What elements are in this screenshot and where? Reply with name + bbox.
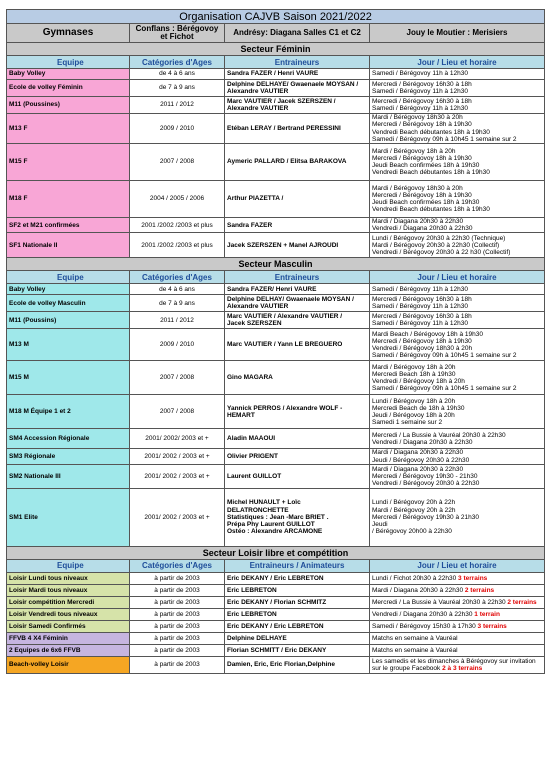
schedule-line: Mercredi / Bérégovoy 16h30 à 18h <box>372 97 472 105</box>
team-name: Loisir compétition Mercredi <box>7 596 130 608</box>
age-category: 2001/ 2002/ 2003 et + <box>130 429 225 449</box>
trainers: Eric DEKANY / Eric LEBRETON <box>225 572 370 584</box>
trainers <box>225 114 370 144</box>
trainers <box>225 361 370 395</box>
age-category: 2001/ 2002 / 2003 et + <box>130 488 225 546</box>
trainer-line: Yannick PERROS / Alexandre WOLF - <box>227 404 343 412</box>
schedule-line: Vendredi Beach débutantes 18h à 19h30 <box>372 128 490 136</box>
schedule <box>370 608 545 620</box>
schedule-line: Samedi / Bérégovoy 11h à 12h30 <box>372 285 469 293</box>
table-row <box>7 284 545 295</box>
team-name: Loisir Samedi Confirmés <box>7 620 130 632</box>
team-name: Loisir Lundi tous niveaux <box>7 572 130 584</box>
trainers <box>225 464 370 488</box>
age-category: 2011 / 2012 <box>130 312 225 329</box>
team-name: M11 (Poussines) <box>7 97 130 114</box>
team-name: SM3 Régionale <box>7 449 130 464</box>
trainers <box>225 80 370 97</box>
trainer-line: Alexandre VAUTIER <box>227 105 289 112</box>
trainers <box>225 312 370 329</box>
team-name: SM1 Elite <box>7 488 130 546</box>
header-categories: Catégories d'Ages <box>130 271 225 284</box>
schedule-line: Vendredi / Bérégovoy 20h30 à 22h30 <box>372 479 480 487</box>
table-row <box>7 312 545 329</box>
schedule-line: Mardi / Diagana 20h30 à 22h30 <box>372 449 464 457</box>
team-name: M18 M Équipe 1 et 2 <box>7 395 130 429</box>
schedule-document <box>6 9 544 674</box>
table-row <box>7 449 545 464</box>
table-row <box>7 632 545 644</box>
court-count: 2 terrains <box>507 598 537 606</box>
trainer-line: DELATRONCHETTE <box>227 506 289 514</box>
age-category: 2001/ 2002 / 2003 et + <box>130 464 225 488</box>
table-row <box>7 361 545 395</box>
section-row <box>7 258 545 271</box>
table-row <box>7 656 545 673</box>
section-title: Secteur Loisir libre et compétition <box>7 546 545 559</box>
trainer-line: Michel HUNAULT + Loïc <box>227 499 301 507</box>
header-categories: Catégories d'Ages <box>130 56 225 69</box>
header-entraineurs: Entraineurs <box>225 271 370 284</box>
trainers <box>225 233 370 258</box>
table-row <box>7 80 545 97</box>
trainer-line: Marc VAUTIER / Yann LE BREGUERO <box>227 341 343 349</box>
trainers <box>225 97 370 114</box>
trainer-line: Arthur PIAZETTA / <box>227 195 284 203</box>
table-row <box>7 329 545 361</box>
schedule-table <box>6 9 545 674</box>
age-category: à partir de 2003 <box>130 620 225 632</box>
age-category: 2007 / 2008 <box>130 395 225 429</box>
schedule <box>370 644 545 656</box>
schedule <box>370 312 545 329</box>
schedule <box>370 449 545 464</box>
header-equipe: Equipe <box>7 56 130 69</box>
team-name: Loisir Mardi tous niveaux <box>7 584 130 596</box>
table-row <box>7 295 545 312</box>
trainers: Eric LEBRETON <box>225 584 370 596</box>
schedule <box>370 488 545 546</box>
team-name: 2 Equipes de 6x6 FFVB <box>7 644 130 656</box>
header-jour: Jour / Lieu et horaire <box>370 271 545 284</box>
header-entraineurs: Entraineurs <box>225 56 370 69</box>
schedule-line: Vendredi / Bérégovoy 18h30 à 20h <box>372 344 473 352</box>
schedule-line: Samedi / Bérégovoy 11h à 12h30 <box>372 105 469 112</box>
trainer-line: HEMART <box>227 411 255 419</box>
table-row <box>7 608 545 620</box>
schedule-line: Mercredi / Bérégovoy 16h30 à 18h <box>372 296 472 304</box>
schedule-line: Lundi / Bérégovoy 20h30 à 22h30 (Technique) <box>372 234 506 242</box>
schedule <box>370 114 545 144</box>
gym-jouy: Jouy le Moutier : Merisiers <box>370 24 545 43</box>
trainer-line: Marc VAUTIER / Jacek SZERSZEN / <box>227 97 336 105</box>
schedule-line: Vendredi / Diagana 20h30 à 22h30 <box>372 438 473 446</box>
age-category: 2007 / 2008 <box>130 144 225 181</box>
schedule-text: Matchs en semaine à Vauréal <box>372 646 458 654</box>
schedule-text: Matchs en semaine à Vauréal <box>372 634 458 642</box>
age-category: 2001 /2002 /2003 et plus <box>130 233 225 258</box>
age-category: 2007 / 2008 <box>130 361 225 395</box>
age-category: 2009 / 2010 <box>130 329 225 361</box>
schedule-line: Mercredi / Bérégovoy 16h30 à 18h <box>372 80 472 88</box>
table-row <box>7 620 545 632</box>
header-entraineurs: Entraineurs / Animateurs <box>225 559 370 572</box>
schedule-line: Jeudi / Bérégovoy 18h à 20h <box>372 411 455 419</box>
schedule-line: Mardi / Bérégovoy 20h à 22h <box>372 506 456 514</box>
team-name: Baby Volley <box>7 284 130 295</box>
schedule-line: Vendredi / Diagana 20h30 à 22h30 <box>372 225 473 233</box>
court-count: 3 terrains <box>458 574 488 582</box>
team-name: Baby Volley <box>7 69 130 80</box>
trainers <box>225 429 370 449</box>
age-category: à partir de 2003 <box>130 644 225 656</box>
schedule-text: Samedi / Bérégovoy 15h30 à 17h30 <box>372 622 476 630</box>
court-count: 1 terrain <box>474 610 500 618</box>
table-row <box>7 584 545 596</box>
schedule-line: Mardi / Diagana 20h30 à 22h30 <box>372 465 464 473</box>
table-row <box>7 181 545 218</box>
schedule <box>370 632 545 644</box>
team-name: SF2 et M21 confirmées <box>7 218 130 233</box>
header-categories: Catégories d'Ages <box>130 559 225 572</box>
table-row <box>7 233 545 258</box>
trainers: Eric DEKANY / Eric LEBRETON <box>225 620 370 632</box>
schedule-line: Jeudi / Bérégovoy 20h30 à 22h30 <box>372 456 470 464</box>
table-row <box>7 97 545 114</box>
trainer-line: Prépa Phy Laurent GUILLOT <box>227 520 315 528</box>
header-row <box>7 56 545 69</box>
schedule-line: / Bérégovoy 20h00 à 22h30 <box>372 528 452 536</box>
schedule <box>370 295 545 312</box>
trainer-line: Delphine DELHAYE/ Gwaenaele MOYSAN / <box>227 80 359 88</box>
schedule-text: Mardi / Diagana 20h30 à 22h30 <box>372 586 464 594</box>
trainer-line: Sandra FAZER/ Henri VAURE <box>227 285 317 293</box>
schedule-line: Mardi / Diagana 20h30 à 22h30 <box>372 218 464 225</box>
schedule <box>370 329 545 361</box>
schedule-line: Mardi / Bérégovoy 18h30 à 20h <box>372 114 463 122</box>
team-name: Loisir Vendredi tous niveaux <box>7 608 130 620</box>
schedule-line: Vendredi / Bérégovoy 18h à 20h <box>372 377 465 385</box>
team-name: Ecole de volley Masculin <box>7 295 130 312</box>
schedule-line: Lundi / Bérégovoy 20h à 22h <box>372 499 456 507</box>
header-jour: Jour / Lieu et horaire <box>370 56 545 69</box>
team-name: M13 M <box>7 329 130 361</box>
table-row <box>7 218 545 233</box>
team-name: SM2 Nationale III <box>7 464 130 488</box>
schedule-line: Mercredi / Bérégovoy 18h à 19h30 <box>372 191 472 199</box>
table-row <box>7 464 545 488</box>
age-category: 2004 / 2005 / 2006 <box>130 181 225 218</box>
court-count: 3 terrains <box>477 622 507 630</box>
age-category: à partir de 2003 <box>130 572 225 584</box>
schedule-line: Mardi / Bérégovoy 20h30 à 22h30 (Collectif) <box>372 241 500 249</box>
table-row <box>7 395 545 429</box>
trainers: Eric LEBRETON <box>225 608 370 620</box>
table-row <box>7 596 545 608</box>
section-row <box>7 43 545 56</box>
schedule-line: Samedi / Bérégovoy 09h à 10h45 1 semaine sur 2 <box>372 352 517 360</box>
schedule <box>370 620 545 632</box>
trainer-line: Sandra FAZER / Henri VAURE <box>227 70 319 78</box>
trainer-line: Aladin MAAOUI <box>227 435 276 443</box>
team-name: M11 (Poussins) <box>7 312 130 329</box>
trainer-line: Sandra FAZER <box>227 221 273 229</box>
schedule-text: Vendredi / Diagana 20h30 à 22h30 <box>372 610 473 618</box>
table-row <box>7 144 545 181</box>
court-count: 2 à 3 terrains <box>442 664 483 672</box>
schedule-line: Samedi / Bérégovoy 11h à 12h30 <box>372 320 469 328</box>
schedule-line: Mardi Beach / Bérégovoy 18h à 19h30 <box>372 330 483 338</box>
section-title: Secteur Féminin <box>7 43 545 56</box>
trainers <box>225 181 370 218</box>
schedule <box>370 97 545 114</box>
team-name: Beach-volley Loisir <box>7 656 130 673</box>
schedule-line: Jeudi Beach confirmées 18h à 19h30 <box>372 162 480 169</box>
schedule-line: Mercredi / Bérégovoy 18h à 19h30 <box>372 121 472 129</box>
schedule-line: Jeudi <box>372 520 388 528</box>
gymnases-label: Gymnases <box>7 24 130 43</box>
schedule-line: Mercredi / La Bussie à Vauréal 20h30 à 22h30 <box>372 431 506 439</box>
schedule-line: Vendredi / Bérégovoy 20h30 à 22 h30 (Collectif) <box>372 249 511 256</box>
trainer-line: Jacek SZERSZEN <box>227 320 282 328</box>
schedule-line: Mercredi / Bérégovoy 16h30 à 18h <box>372 313 472 321</box>
schedule-line: Samedi / Bérégovoy 09h à 10h45 1 semaine sur 2 <box>372 135 517 143</box>
trainer-line: Marc VAUTIER / Alexandre VAUTIER / <box>227 313 343 321</box>
age-category: à partir de 2003 <box>130 656 225 673</box>
team-name: SF1 Nationale II <box>7 233 130 258</box>
schedule-line: Samedi / Bérégovoy 11h à 12h30 <box>372 70 469 78</box>
age-category: à partir de 2003 <box>130 608 225 620</box>
table-row <box>7 69 545 80</box>
schedule <box>370 181 545 218</box>
page-title: Organisation CAJVB Saison 2021/2022 <box>7 10 545 24</box>
trainers: Florian SCHMITT / Eric DEKANY <box>225 644 370 656</box>
schedule-line: Vendredi Beach débutantes 18h à 19h30 <box>372 169 490 177</box>
trainers <box>225 284 370 295</box>
age-category: à partir de 2003 <box>130 596 225 608</box>
age-category: de 7 à 9 ans <box>130 80 225 97</box>
schedule-line: Samedi / Bérégovoy 11h à 12h30 <box>372 303 469 311</box>
trainer-line: Etéban LERAY / Bertrand PERESSINI <box>227 124 341 132</box>
trainer-line: Jacek SZERSZEN + Manel AJROUDI <box>227 241 339 249</box>
header-row <box>7 271 545 284</box>
header-jour: Jour / Lieu et horaire <box>370 559 545 572</box>
schedule <box>370 584 545 596</box>
age-category: de 4 à 6 ans <box>130 284 225 295</box>
schedule-text: Lundi / Fichot 20h30 à 22h30 <box>372 574 457 582</box>
trainers <box>225 144 370 181</box>
team-name: Ecole de volley Féminin <box>7 80 130 97</box>
schedule <box>370 233 545 258</box>
age-category: 2011 / 2012 <box>130 97 225 114</box>
age-category: de 4 à 6 ans <box>130 69 225 80</box>
team-name: M15 M <box>7 361 130 395</box>
court-count: 2 terrains <box>464 586 495 594</box>
age-category: 2009 / 2010 <box>130 114 225 144</box>
trainers <box>225 395 370 429</box>
trainers <box>225 329 370 361</box>
schedule <box>370 144 545 181</box>
trainers: Eric DEKANY / Florian SCHMITZ <box>225 596 370 608</box>
table-row <box>7 114 545 144</box>
schedule <box>370 429 545 449</box>
schedule-line: Mercredi / Bérégovoy 19h30 - 21h30 <box>372 472 478 480</box>
schedule <box>370 596 545 608</box>
table-row <box>7 429 545 449</box>
header-equipe: Equipe <box>7 271 130 284</box>
schedule <box>370 464 545 488</box>
trainer-line: Laurent GUILLOT <box>227 472 282 480</box>
schedule <box>370 572 545 584</box>
age-category: à partir de 2003 <box>130 584 225 596</box>
trainer-line: Delphine DELHAY/ Gwaenaele MOYSAN / <box>227 296 354 304</box>
team-name: FFVB 4 X4 Féminin <box>7 632 130 644</box>
gym-andresy: Andrésy: Diagana Salles C1 et C2 <box>225 24 370 43</box>
schedule <box>370 218 545 233</box>
section-title: Secteur Masculin <box>7 258 545 271</box>
team-name: M15 F <box>7 144 130 181</box>
section-row <box>7 546 545 559</box>
schedule-line: Mercredi Beach 18h à 19h30 <box>372 370 456 378</box>
schedule-text: Les samedis et les dimanches à Bérégovoy sur invitation sur le groupe Facebook <box>372 657 536 672</box>
schedule-line: Samedi 1 semaine sur 2 <box>372 419 443 427</box>
header-row <box>7 559 545 572</box>
schedule-line: Mercredi / Bérégovoy 18h à 19h30 <box>372 154 472 162</box>
schedule-line: Lundi / Bérégovoy 18h à 20h <box>372 397 456 405</box>
schedule <box>370 361 545 395</box>
trainer-line: Aymeric PALLARD / Elitsa BARAKOVA <box>227 158 347 166</box>
age-category: 2001 /2002 /2003 et plus <box>130 218 225 233</box>
schedule-line: Mercredi Beach de 18h à 19h30 <box>372 404 465 412</box>
team-name: M13 F <box>7 114 130 144</box>
schedule <box>370 284 545 295</box>
header-equipe: Equipe <box>7 559 130 572</box>
age-category: de 7 à 9 ans <box>130 295 225 312</box>
trainers <box>225 449 370 464</box>
trainers: Damien, Eric, Eric Florian,Delphine <box>225 656 370 673</box>
trainer-line: Ostéo : Alexandre ARCAMONE <box>227 528 323 536</box>
trainer-line: Statistiques : Jean -Marc BRIET . <box>227 513 329 521</box>
schedule-line: Samedi / Bérégovoy 09h à 10h45 1 semaine sur 2 <box>372 385 517 393</box>
trainer-line: Gino MAGARA <box>227 374 273 382</box>
trainer-line: Olivier PRIGENT <box>227 453 278 460</box>
schedule <box>370 656 545 673</box>
schedule-line: Mercredi / Bérégovoy 18h à 19h30 <box>372 337 472 345</box>
schedule-line: Mardi / Bérégovoy 18h30 à 20h <box>372 184 463 192</box>
schedule-line: Vendredi Beach débutantes 18h à 19h30 <box>372 206 490 214</box>
age-category: à partir de 2003 <box>130 632 225 644</box>
schedule-line: Mardi / Bérégovoy 18h à 20h <box>372 147 456 155</box>
team-name: M18 F <box>7 181 130 218</box>
schedule-text: Mercredi / La Bussie à Vauréal 20h30 à 22h30 <box>372 598 506 606</box>
table-row <box>7 572 545 584</box>
age-category: 2001/ 2002 / 2003 et + <box>130 449 225 464</box>
schedule <box>370 395 545 429</box>
schedule-line: Mardi / Bérégovoy 18h à 20h <box>372 363 456 371</box>
trainers <box>225 218 370 233</box>
table-row <box>7 644 545 656</box>
trainers <box>225 488 370 546</box>
schedule <box>370 80 545 97</box>
trainer-line: Alexandre VAUTIER <box>227 303 289 311</box>
trainers <box>225 295 370 312</box>
table-row <box>7 488 545 546</box>
team-name: SM4 Accession Régionale <box>7 429 130 449</box>
trainer-line: Alexandre VAUTIER <box>227 88 289 95</box>
schedule-line: Samedi / Bérégovoy 11h à 12h30 <box>372 88 469 95</box>
trainers <box>225 69 370 80</box>
schedule-line: Jeudi Beach confirmées 18h à 19h30 <box>372 199 480 206</box>
trainers: Delphine DELHAYE <box>225 632 370 644</box>
gym-conflans: Conflans : Bérégovoy et Fichot <box>130 24 225 43</box>
schedule <box>370 69 545 80</box>
schedule-line: Mercredi / Bérégovoy 19h30 à 21h30 <box>372 513 479 521</box>
